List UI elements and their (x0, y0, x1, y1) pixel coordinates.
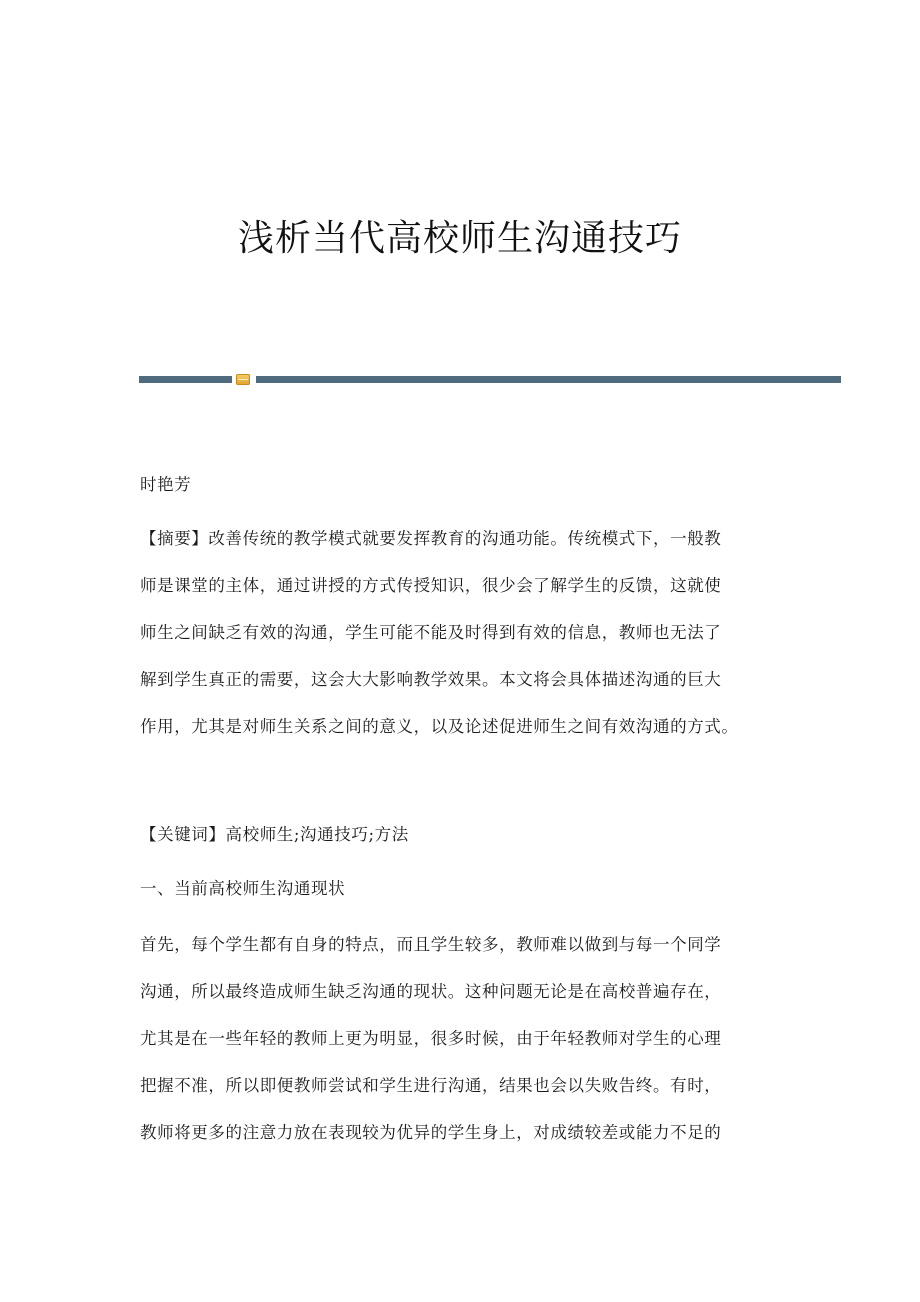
keywords-line: 【关键词】高校师生;沟通技巧;方法 (140, 825, 409, 844)
abstract-line: 师是课堂的主体，通过讲授的方式传授知识，很少会了解学生的反馈，这就使 (140, 576, 722, 595)
divider-bar-right (256, 376, 841, 383)
abstract-line: 师生之间缺乏有效的沟通，学生可能不能及时得到有效的信息，教师也无法了 (140, 623, 722, 642)
body-line: 教师将更多的注意力放在表现较为优异的学生身上，对成绩较差或能力不足的 (140, 1123, 722, 1142)
abstract-paragraph (140, 516, 739, 751)
document-title: 浅析当代高校师生沟通技巧 (237, 218, 682, 259)
abstract-line: 解到学生真正的需要，这会大大影响教学效果。本文将会具体描述沟通的巨大 (140, 670, 722, 689)
abstract-line: 【摘要】改善传统的教学模式就要发挥教育的沟通功能。传统模式下，一般教 (140, 529, 722, 548)
title-divider (139, 374, 841, 384)
abstract-line: 作用，尤其是对师生关系之间的意义，以及论述促进师生之间有效沟通的方式。 (140, 717, 739, 736)
body-line: 沟通，所以最终造成师生缺乏沟通的现状。这种问题无论是在高校普遍存在， (140, 982, 722, 1001)
divider-ornament-icon (236, 374, 250, 385)
author-name: 时艳芳 (140, 475, 192, 494)
divider-bar-left (139, 376, 232, 383)
body-line: 把握不准，所以即便教师尝试和学生进行沟通，结果也会以失败告终。有时， (140, 1076, 722, 1095)
section-heading: 一、当前高校师生沟通现状 (140, 879, 346, 898)
body-line: 首先，每个学生都有自身的特点，而且学生较多，教师难以做到与每一个同学 (140, 935, 722, 954)
body-paragraph (140, 922, 721, 1157)
body-line: 尤其是在一些年轻的教师上更为明显，很多时候，由于年轻教师对学生的心理 (140, 1029, 722, 1048)
